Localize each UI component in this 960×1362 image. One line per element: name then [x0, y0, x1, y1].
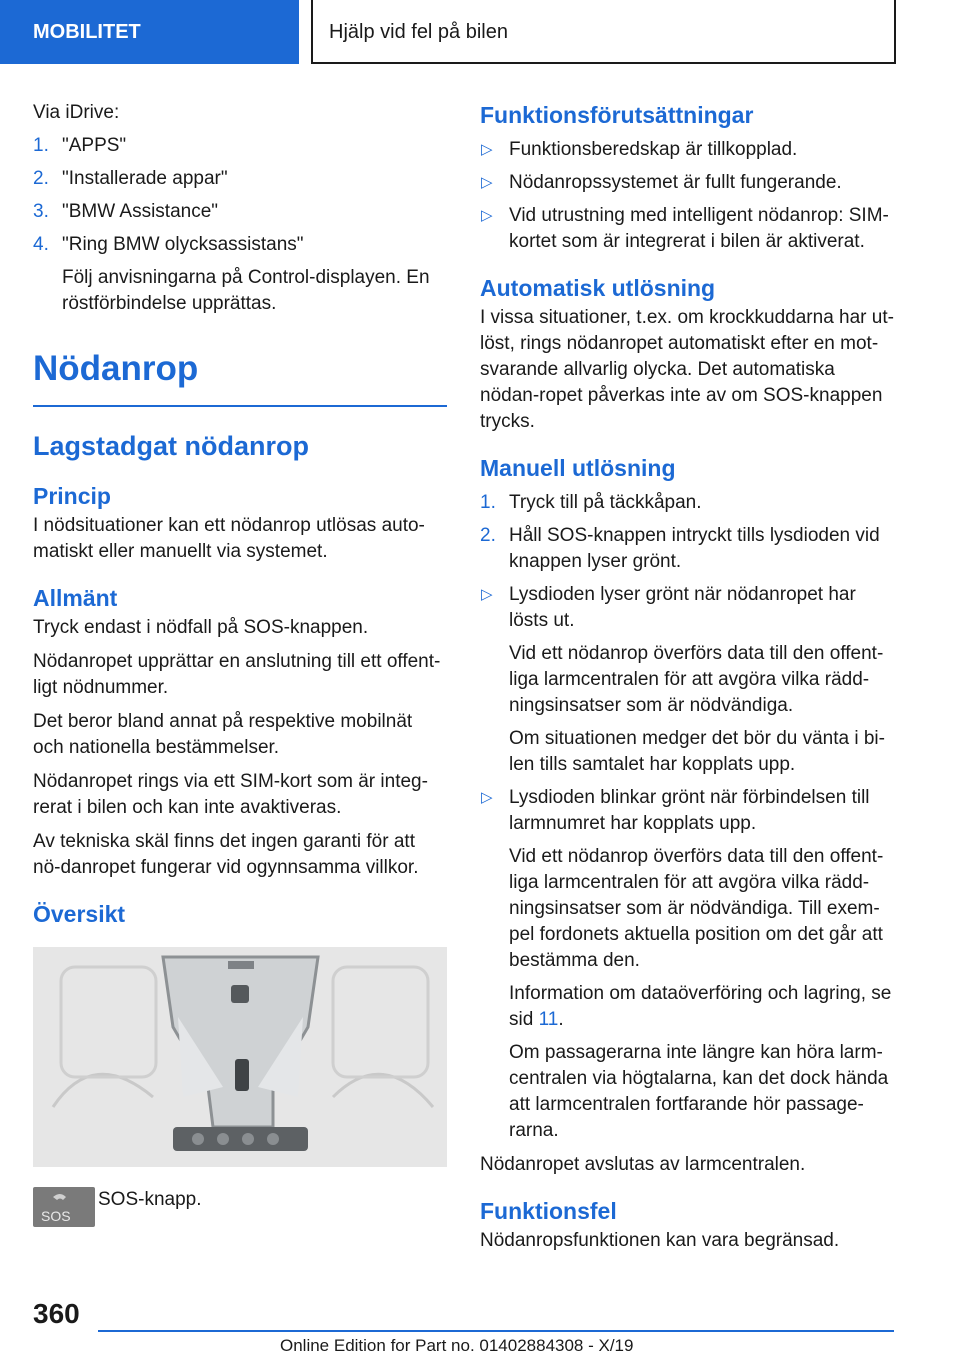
note-text: .	[558, 1009, 564, 1030]
sos-button-icon	[33, 1187, 95, 1227]
bullet-note: Vid ett nödanrop överförs data till den offent-liga larmcentralen för att avgöra vilka rädd-ningsinsatser som är nödvändiga.	[509, 643, 884, 716]
allmant-para: Det beror bland annat på respektive mobilnät och nationella bestämmelser.	[33, 711, 413, 758]
footer-edition: Online Edition for Part no. 01402884308 - X/19	[280, 1336, 634, 1355]
page-link[interactable]: 11	[538, 1009, 559, 1030]
page-header	[0, 0, 960, 66]
manuell-end-text: Nödanropet avslutas av larmcentralen.	[480, 1154, 806, 1175]
list-item	[480, 523, 894, 575]
section-tab: MOBILITET	[0, 0, 299, 64]
step-note: Följ anvisningarna på Control-displayen. En röstförbindelse upprättas.	[62, 267, 430, 314]
allmant-para: Av tekniska skäl finns det ingen garanti för att nö-danropet fungerar vid ogynnsamma villkor.	[33, 831, 419, 878]
list-item	[480, 490, 894, 516]
triangle-bullet-icon: ▷	[481, 586, 493, 603]
automatisk-text: I vissa situationer, t.ex. om krockkuddarna har ut-löst, rings nödanropet automatiskt efter en mot-svarande allvarlig olycka. Det automatiska nödan-ropet påverkas inte av om SOS-knappen trycks.	[480, 307, 894, 432]
caption-text: SOS-knapp.	[98, 1189, 202, 1210]
allmant-para: Nödanropet upprättar en anslutning till ett offent-ligt nödnummer.	[33, 651, 441, 698]
bullet-note: Om situationen medger det bör du vänta i bi-len tills samtalet har kopplats upp.	[509, 728, 885, 775]
step-text: "BMW Assistance"	[62, 201, 219, 222]
right-column	[480, 100, 894, 1254]
heading-princip: Princip	[33, 483, 111, 509]
requirement-text: Vid utrustning med intelligent nödanrop: SIM-kortet som är integrerat i bilen är aktiverat.	[509, 205, 889, 252]
page-number: 360	[33, 1298, 80, 1329]
heading-nodanrop: Nödanrop	[33, 347, 447, 407]
step-number: 2.	[33, 168, 49, 189]
manual-bullets	[480, 785, 894, 837]
idrive-intro: Via iDrive:	[33, 102, 120, 123]
heading-funktionsforutsattningar: Funktionsförutsättningar	[480, 102, 754, 128]
bullet-note: Vid ett nödanrop överförs data till den offent-liga larmcentralen för att avgöra vilka rädd-ningsinsatser som är nödvändiga. Till exem-pel fordonets aktuella position om det går att bestämma den.	[509, 846, 884, 971]
requirement-text: Funktionsberedskap är tillkopplad.	[509, 139, 798, 160]
heading-automatisk: Automatisk utlösning	[480, 275, 716, 301]
manual-steps	[480, 490, 894, 634]
sos-icon-label: SOS	[41, 1208, 71, 1224]
step-text: "APPS"	[62, 135, 127, 156]
list-item	[33, 232, 447, 258]
step-text: Tryck till på täckkåpan.	[509, 492, 702, 513]
heading-oversikt: Översikt	[33, 901, 126, 927]
triangle-bullet-icon: ▷	[481, 174, 493, 191]
list-item	[480, 170, 894, 196]
funktionsfel-text: Nödanropsfunktionen kan vara begränsad.	[480, 1230, 840, 1251]
step-text: Håll SOS-knappen intryckt tills lysdioden vid knappen lyser grönt.	[509, 525, 880, 572]
heading-manuell: Manuell utlösning	[480, 455, 676, 481]
note-text: Information om dataöverföring och lagring, se sid	[509, 983, 892, 1030]
princip-text: I nödsituationer kan ett nödanrop utlösas auto-matiskt eller manuellt via systemet.	[33, 515, 425, 562]
list-item	[480, 203, 894, 255]
list-item	[480, 582, 894, 634]
step-number: 4.	[33, 234, 49, 255]
list-item	[480, 137, 894, 163]
roof-console-photo	[33, 947, 447, 1167]
allmant-para: Tryck endast i nödfall på SOS-knappen.	[33, 617, 369, 638]
idrive-steps	[33, 133, 447, 258]
allmant-para: Nödanropet rings via ett SIM-kort som är integ-rerat i bilen och kan inte avaktiveras.	[33, 771, 428, 818]
bullet-note: Om passagerarna inte längre kan höra larm-centralen via högtalarna, kan det dock hända att larmcentralen fortfarande hör passage-rarna.	[509, 1042, 889, 1141]
photo-caption	[33, 1187, 447, 1227]
list-item	[480, 785, 894, 837]
step-number: 1.	[480, 492, 496, 513]
roof-console-illustration	[33, 947, 447, 1167]
bullet-text: Lysdioden lyser grönt när nödanropet har lösts ut.	[509, 584, 856, 631]
triangle-bullet-icon: ▷	[481, 207, 493, 224]
list-item	[33, 166, 447, 192]
step-number: 2.	[480, 525, 496, 546]
step-number: 3.	[33, 201, 49, 222]
step-text: "Ring BMW olycksassistans"	[62, 234, 304, 255]
heading-funktionsfel: Funktionsfel	[480, 1198, 617, 1224]
step-number: 1.	[33, 135, 49, 156]
footer-rule	[98, 1330, 894, 1332]
step-text: "Installerade appar"	[62, 168, 228, 189]
bullet-text: Lysdioden blinkar grönt när förbindelsen till larmnumret har kopplats upp.	[509, 787, 870, 834]
list-item	[33, 199, 447, 225]
bullet-note-link	[480, 981, 894, 1033]
chapter-title: Hjälp vid fel på bilen	[311, 0, 896, 64]
heading-allmant: Allmänt	[33, 585, 118, 611]
requirements-list	[480, 137, 894, 255]
list-item	[33, 133, 447, 159]
triangle-bullet-icon: ▷	[481, 789, 493, 806]
requirement-text: Nödanropssystemet är fullt fungerande.	[509, 172, 842, 193]
left-column	[33, 100, 447, 1227]
heading-lagstadgat: Lagstadgat nödanrop	[33, 431, 309, 461]
triangle-bullet-icon: ▷	[481, 141, 493, 158]
